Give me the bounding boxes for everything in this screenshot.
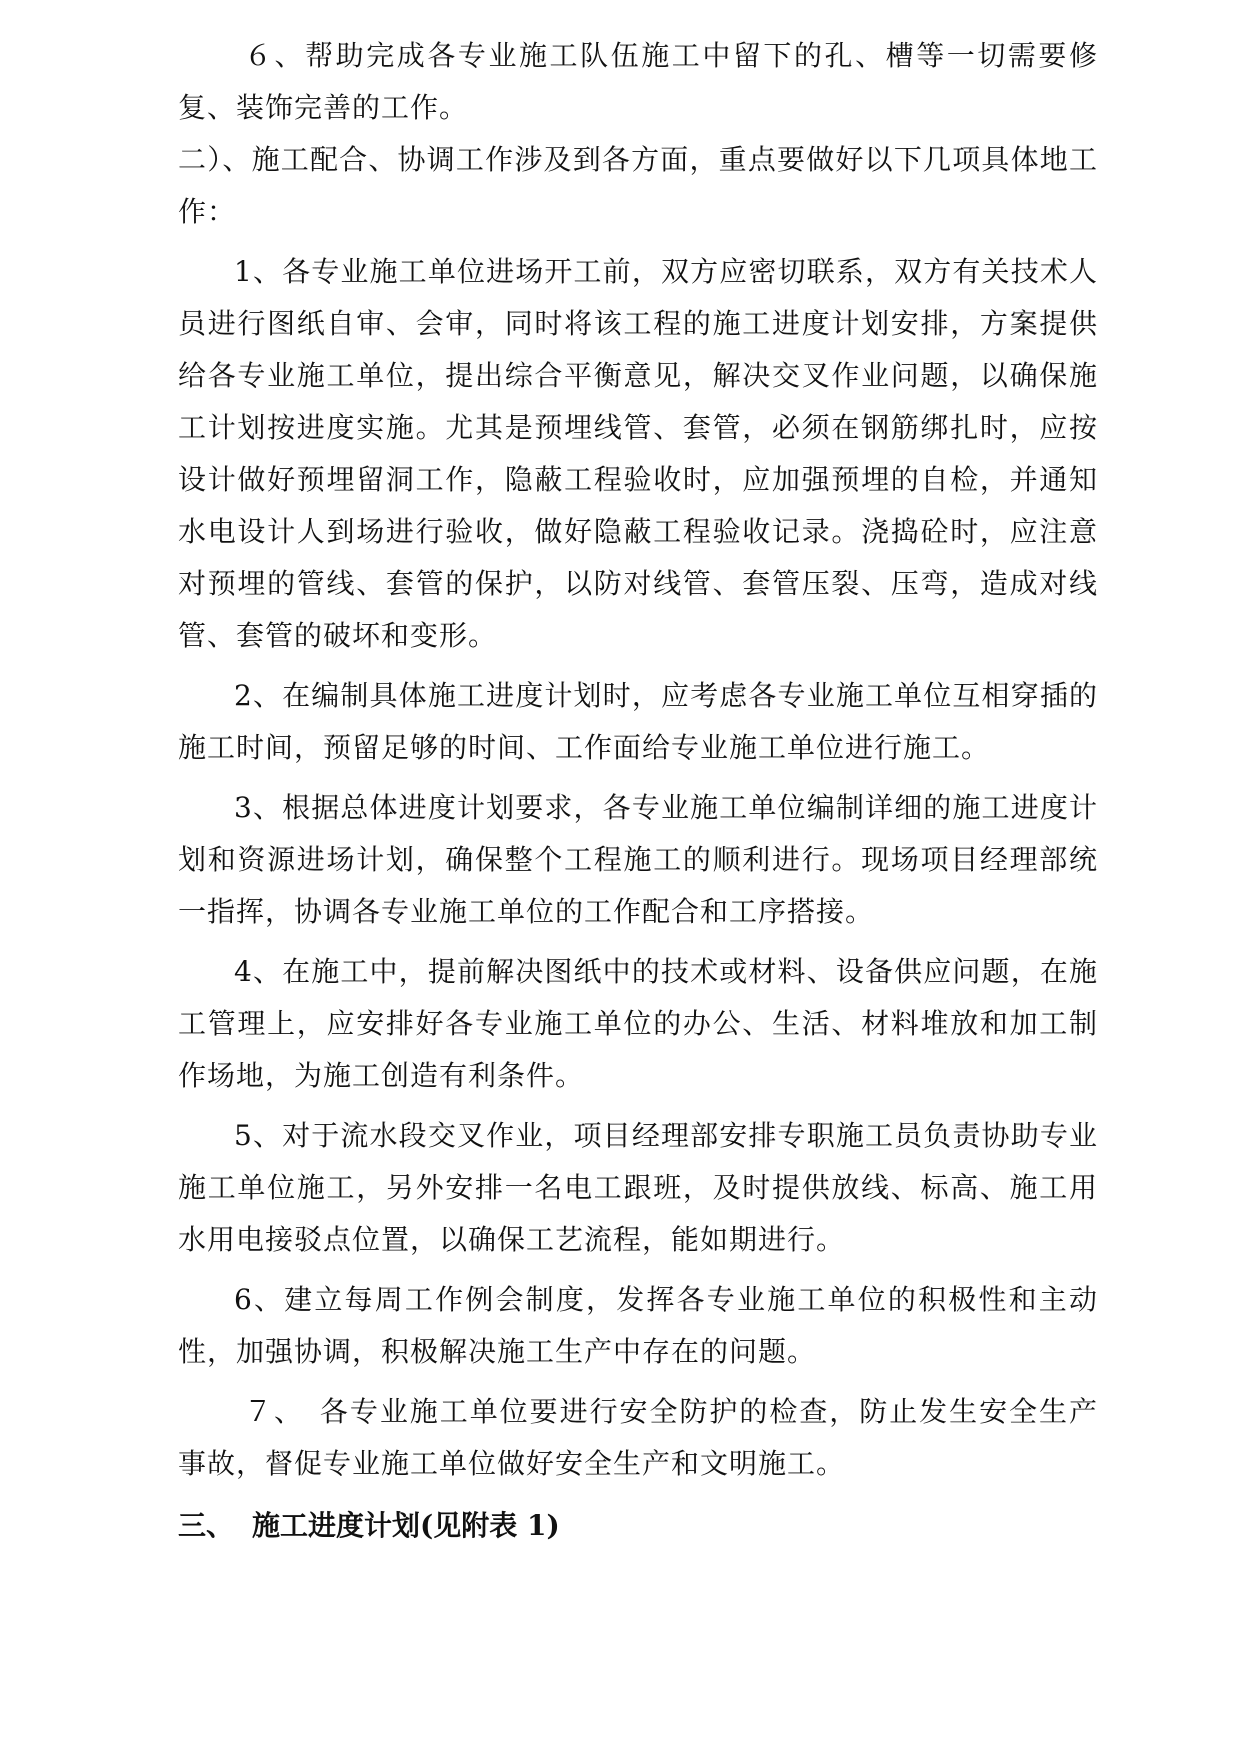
section-heading <box>178 1500 1098 1552</box>
paragraph-item-6-repair: ６、帮助完成各专业施工队伍施工中留下的孔、槽等一切需要修复、装饰完善的工作。 <box>178 39 1098 124</box>
section-heading-title: 施工进度计划(见附表 1) <box>252 1509 560 1542</box>
paragraph-item-6: 6、建立每周工作例会制度，发挥各专业施工单位的积极性和主动性，加强协调，积极解决施工生产中存在的问题。 <box>178 1283 1098 1368</box>
paragraph-item-4: 4、在施工中，提前解决图纸中的技术或材料、设备供应问题，在施工管理上，应安排好各专业施工单位的办公、生活、材料堆放和加工制作场地，为施工创造有利条件。 <box>178 955 1098 1092</box>
section-heading-number: 三、 <box>178 1509 235 1542</box>
paragraph-item-1: 1、各专业施工单位进场开工前，双方应密切联系，双方有关技术人员进行图纸自审、会审，同时将该工程的施工进度计划安排，方案提供给各专业施工单位，提出综合平衡意见，解决交叉作业问题，以确保施工计划按进度实施。尤其是预埋线管、套管，必须在钢筋绑扎时，应按设计做好预埋留洞工作，隐蔽工程验收时，应加强预埋的自检，并通知水电设计人到场进行验收，做好隐蔽工程验收记录。浇捣砼时，应注意对预埋的管线、套管的保护，以防对线管、套管压裂、压弯，造成对线管、套管的破坏和变形。 <box>178 255 1098 652</box>
paragraph-item-5: 5、对于流水段交叉作业，项目经理部安排专职施工员负责协助专业施工单位施工，另外安排一名电工跟班，及时提供放线、标高、施工用水用电接驳点位置，以确保工艺流程，能如期进行。 <box>178 1119 1098 1256</box>
paragraph-section-2-intro: 二）、施工配合、协调工作涉及到各方面，重点要做好以下几项具体地工作： <box>178 143 1098 228</box>
paragraph-item-7: ７、 各专业施工单位要进行安全防护的检查，防止发生安全生产事故，督促专业施工单位做好安全生产和文明施工。 <box>178 1395 1098 1480</box>
document-page <box>178 30 1098 1552</box>
paragraph-item-2: 2、在编制具体施工进度计划时，应考虑各专业施工单位互相穿插的施工时间，预留足够的时间、工作面给专业施工单位进行施工。 <box>178 679 1098 764</box>
paragraph-item-3: 3、根据总体进度计划要求，各专业施工单位编制详细的施工进度计划和资源进场计划，确保整个工程施工的顺利进行。现场项目经理部统一指挥，协调各专业施工单位的工作配合和工序搭接。 <box>178 791 1098 928</box>
